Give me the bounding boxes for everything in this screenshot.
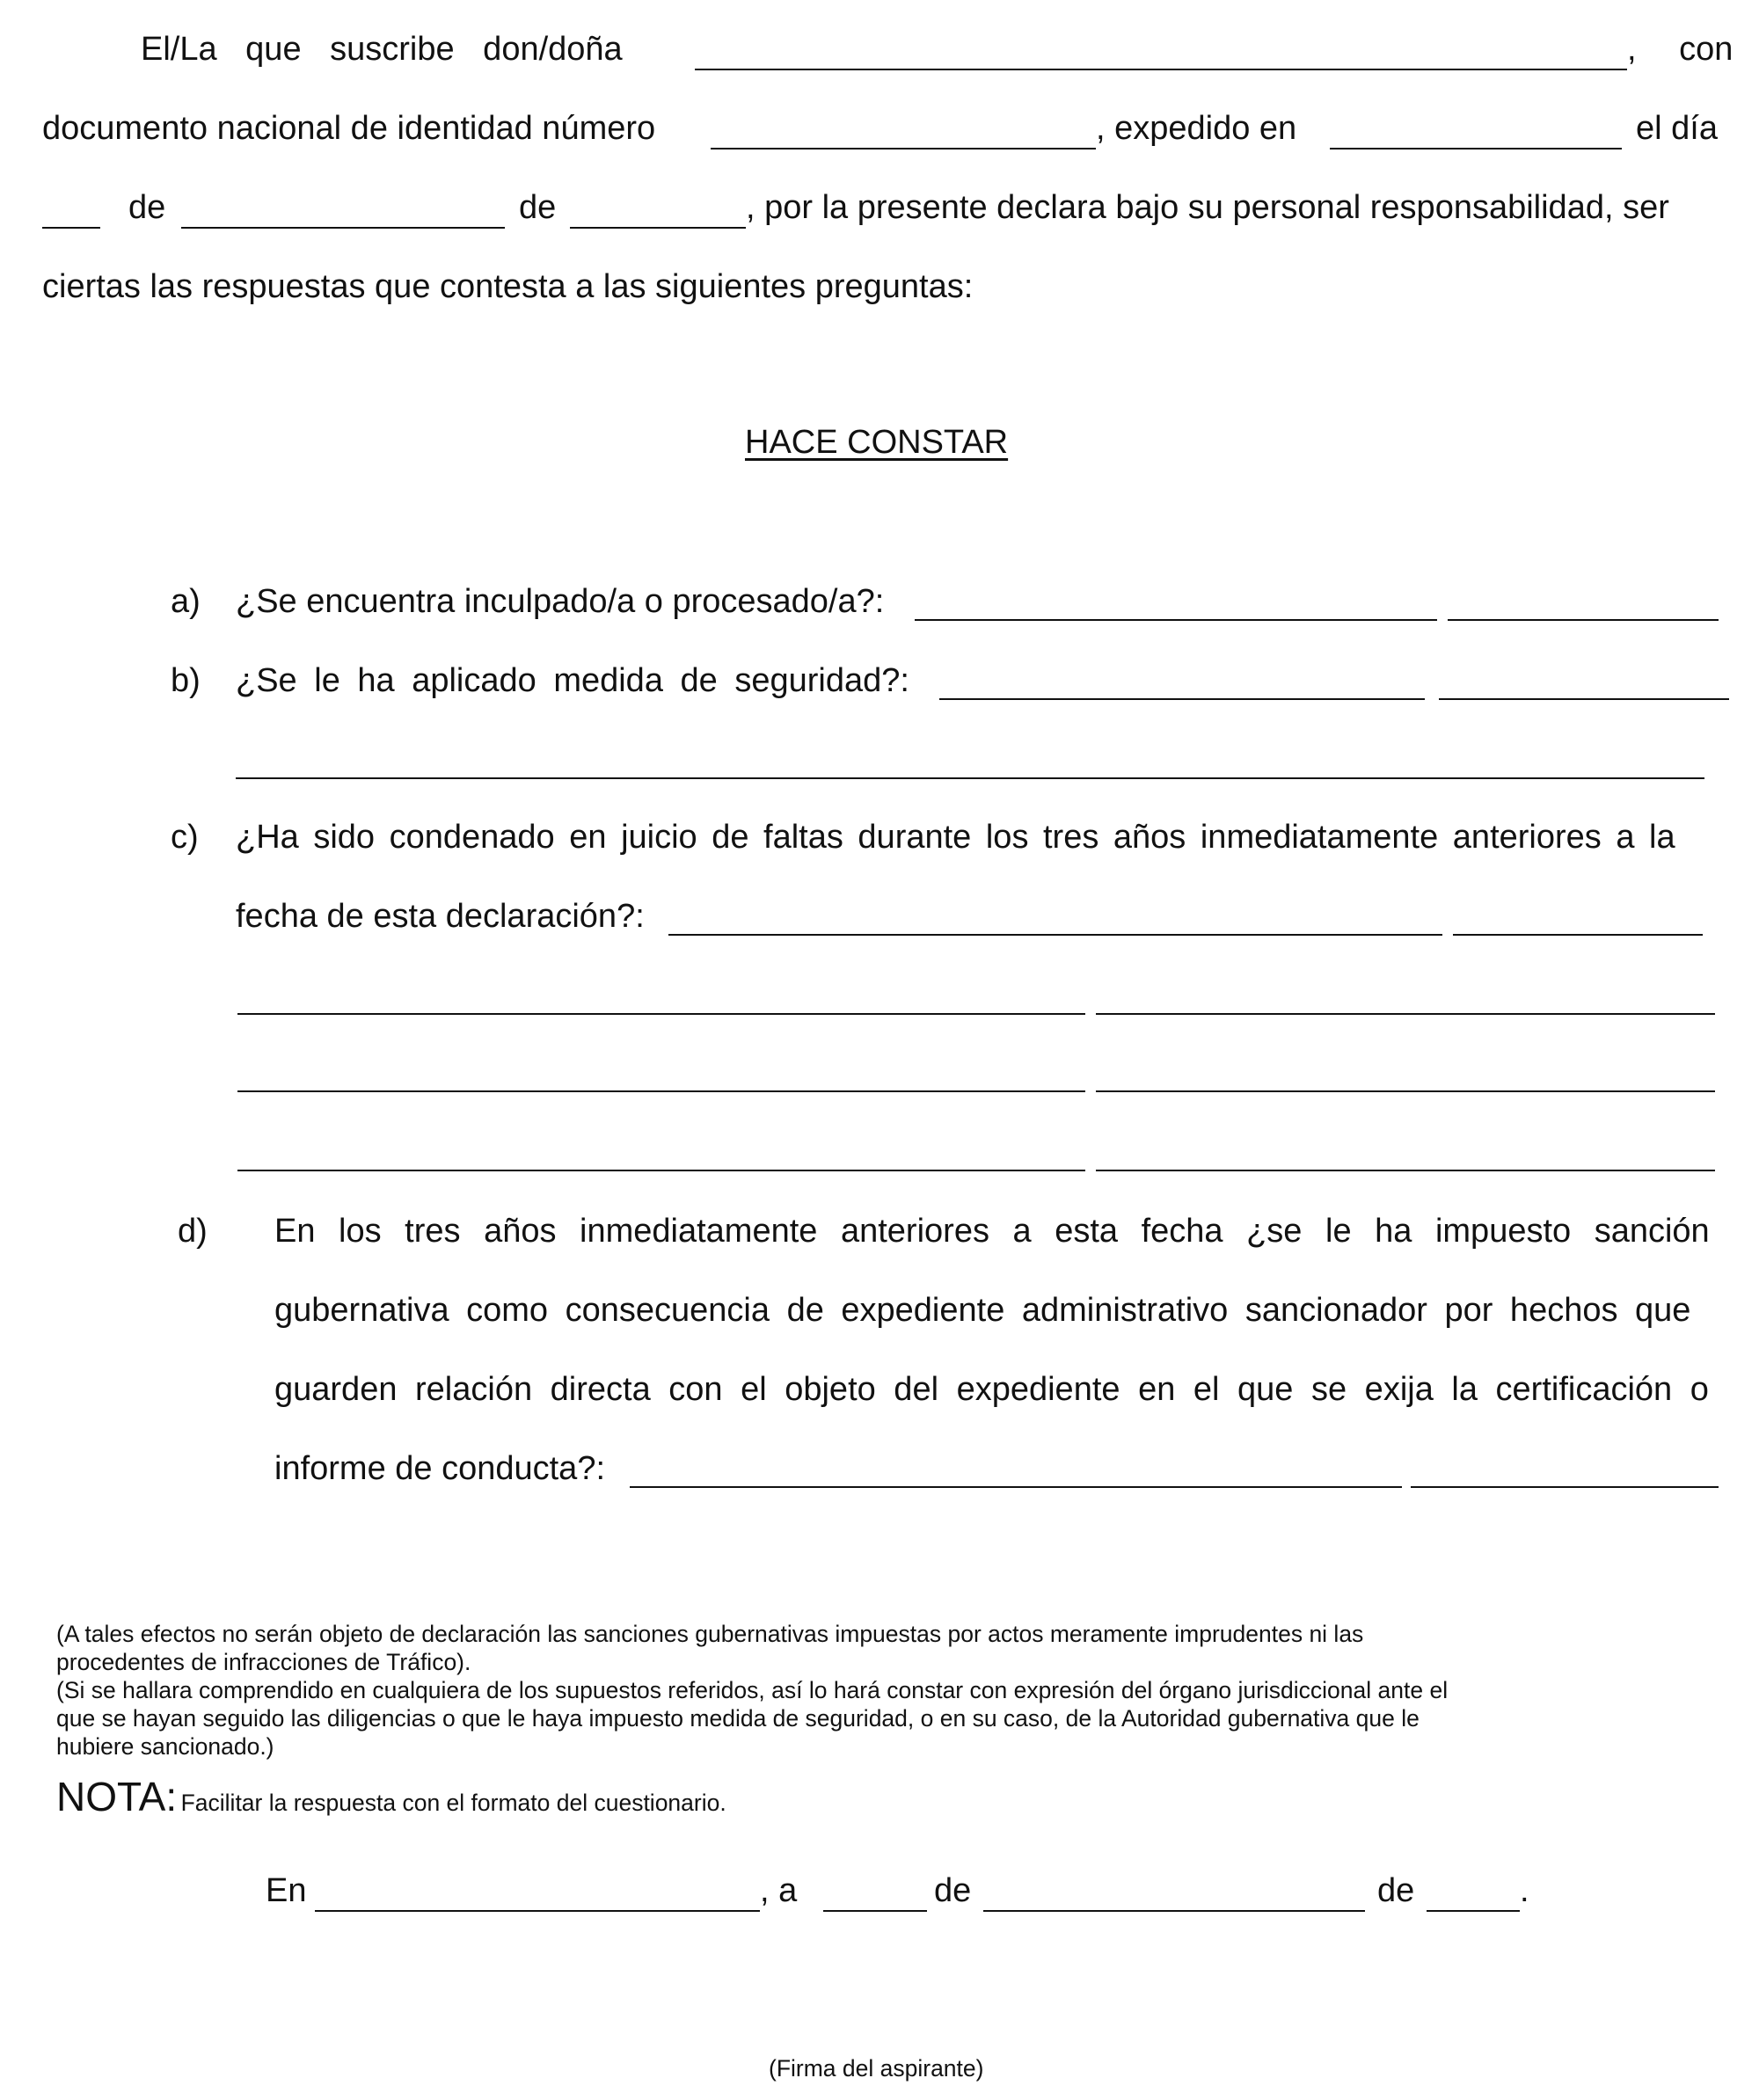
note-line: procedentes de infracciones de Tráfico). (56, 1649, 471, 1675)
day-field[interactable] (823, 1910, 927, 1912)
nota-line (56, 1773, 726, 1820)
answer-field[interactable] (668, 934, 1442, 936)
date-en: En (266, 1872, 307, 1909)
question-letter: d) (178, 1213, 208, 1250)
expedido-en-field[interactable] (1330, 148, 1622, 149)
note-line: que se hayan seguido las diligencias o que le haya impuesto medida de seguridad, o en su caso, de la Autoridad gubernativa que le (56, 1705, 1420, 1732)
dni-field[interactable] (711, 148, 1096, 149)
question-text: ¿Se encuentra inculpado/a o procesado/a?: (236, 583, 885, 620)
note-line: hubiere sancionado.) (56, 1733, 274, 1760)
intro-line2-b: , expedido en (1096, 110, 1297, 147)
answer-field[interactable] (939, 698, 1425, 700)
question-letter: b) (171, 662, 201, 699)
year-field[interactable] (1427, 1910, 1520, 1912)
question-text-line3: guarden relación directa con el objeto del expediente en el que se exija la certificación o (274, 1371, 1709, 1408)
date-a: , a (760, 1872, 798, 1909)
note-line: (Si se hallara comprendido en cualquiera de los supuestos referidos, así lo hará constar con expresión del órgano jurisdiccional ante el (56, 1677, 1449, 1703)
note-line: (A tales efectos no serán objeto de declaración las sanciones gubernativas impuestas por actos meramente imprudentes ni las (56, 1621, 1364, 1647)
date-de1: de (934, 1872, 972, 1909)
intro-line2-a: documento nacional de identidad número (42, 110, 656, 147)
intro-line3-de1: de (128, 189, 166, 226)
answer-field-secondary[interactable] (1411, 1486, 1719, 1488)
intro-line2-c: el día (1636, 110, 1718, 147)
anio-field[interactable] (570, 227, 746, 229)
answer-field[interactable] (630, 1486, 1402, 1488)
section-heading: HACE CONSTAR (745, 424, 1009, 461)
intro-line3-de2: de (519, 189, 557, 226)
name-field[interactable] (695, 69, 1627, 70)
nota-text: Facilitar la respuesta con el formato del cuestionario. (180, 1790, 726, 1816)
question-text-line4: informe de conducta?: (274, 1450, 606, 1487)
nota-label: NOTA: (56, 1774, 178, 1819)
question-text-line1: En los tres años inmediatamente anteriores a esta fecha ¿se le ha impuesto sanción (274, 1213, 1710, 1250)
dia-field[interactable] (42, 227, 100, 229)
answer-field-row3-right[interactable] (1096, 1170, 1715, 1171)
question-letter: c) (171, 819, 199, 856)
answer-field[interactable] (915, 619, 1437, 621)
answer-field-secondary[interactable] (1453, 934, 1703, 936)
intro-line3-rest: , por la presente declara bajo su personal responsabilidad, ser (746, 189, 1669, 226)
answer-field-secondary[interactable] (1448, 619, 1719, 621)
answer-field-secondary[interactable] (1439, 698, 1729, 700)
answer-field-row1-left[interactable] (237, 1013, 1085, 1015)
answer-field-row2-right[interactable] (1096, 1090, 1715, 1092)
question-text-line2: fecha de esta declaración?: (236, 898, 645, 935)
place-field[interactable] (315, 1910, 760, 1912)
date-de2: de (1377, 1872, 1415, 1909)
question-text-line2: gubernativa como consecuencia de expediente administrativo sancionador por hechos que (274, 1292, 1691, 1329)
intro-line1-start: El/La que suscribe don/doña (141, 31, 623, 68)
question-letter: a) (171, 583, 201, 620)
mes-field[interactable] (181, 227, 505, 229)
answer-field-row2-left[interactable] (237, 1090, 1085, 1092)
answer-field-row1-right[interactable] (1096, 1013, 1715, 1015)
question-text: ¿Se le ha aplicado medida de seguridad?: (236, 662, 909, 699)
answer-field-row3-left[interactable] (237, 1170, 1085, 1171)
intro-line4: ciertas las respuestas que contesta a las siguientes preguntas: (42, 268, 974, 305)
question-text-line1: ¿Ha sido condenado en juicio de faltas durante los tres años inmediatamente anteriores a la (236, 819, 1675, 856)
signature-caption: (Firma del aspirante) (769, 2055, 984, 2082)
month-field[interactable] (983, 1910, 1365, 1912)
intro-line1-end: , con (1627, 31, 1733, 68)
answer-field-continuation[interactable] (236, 777, 1704, 779)
date-end: . (1520, 1872, 1529, 1909)
